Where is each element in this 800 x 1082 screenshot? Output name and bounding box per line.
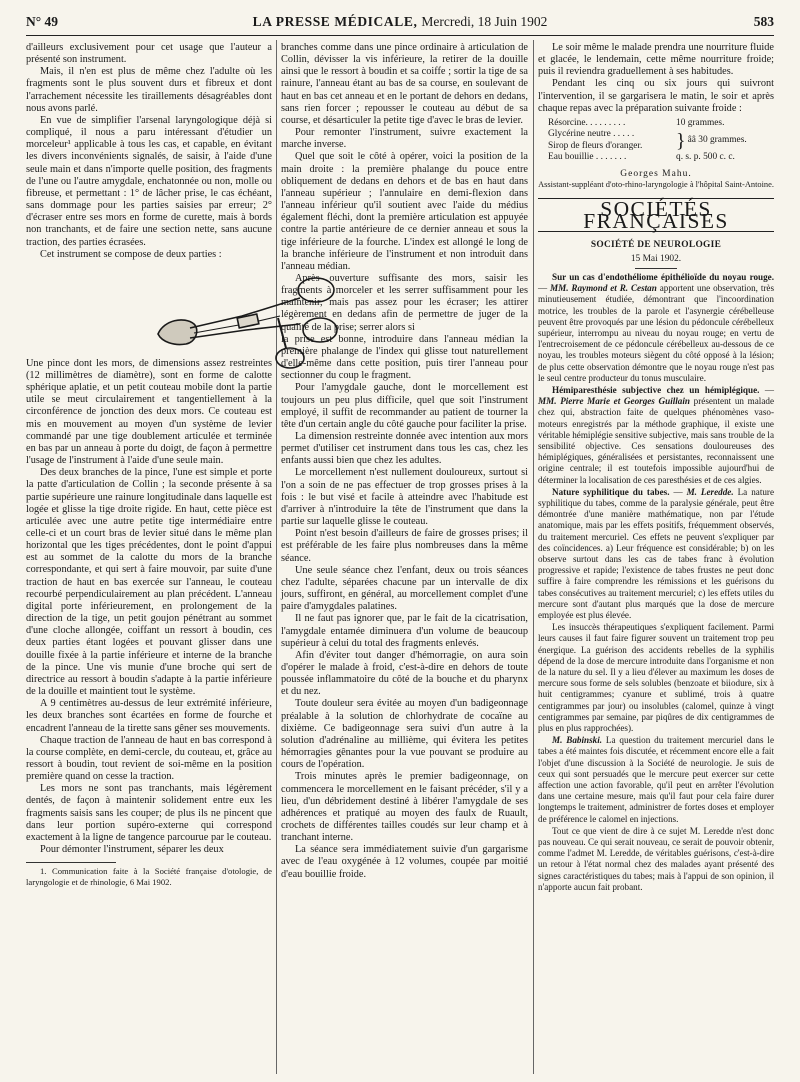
report-title: Nature syphilitique du tabes. [552,486,670,497]
paragraph: Pendant les cinq ou six jours qui suivront l'intervention, il se gargarisera le matin, le soir et après chaque repas avec la préparation suivante froide : [538,78,774,114]
section-rule [635,268,677,269]
report-item: Les insuccès thérapeutiques s'expliquent facilement. Parmi leurs causes il faut faire figurer souvent un traitement trop peu énergique. La guérison des accidents rebelles de la syphilis dépend de la dose de mercure introduite dans l'organisme et non de la nature du sel. Il y a lieu d'élever au maximum les doses de mercure sous forme de sels solubles (benzoate et biiodure, six à huit centigrammes; cyanure et sublimé, trois à quatre centigrammes par jour) ou insolubles (calomel, quinze à vingt centigrammes par semaine, par piqûres de dix centigrammes de plus en plus rapprochées). [538,622,774,734]
column-separator [533,40,534,1074]
report-authors: M. Leredde. [686,486,734,497]
paragraph: Pour l'amygdale gauche, dont le morcellement est toujours un peu plus difficile, quel que soit l'instrument employé, il suffit de recommander au patient de tourner la tête d'un certain angle du côté gauche pour faciliter la prise. [281,382,528,430]
paragraph: branches comme dans une pince ordinaire à articulation de Collin, dévisser la vis inférieure, la retirer de la douille ainsi que le ressort à boudin et sa coiffe ; sortir la tige de sa rainure, l'anneau étant au bas de sa course, en soulevant de haut en bas cet anneau et en le portant de dehors en dedans, sans rien forcer ; repousser le couteau au début de sa course, et désarticuler la petite tige d'avec le bras de levier. [281,42,528,126]
column-2 [281,42,528,881]
prescription-line [548,118,774,129]
paragraph: Pour démonter l'instrument, séparer les deux [40,844,224,856]
issue-date: Mercredi, 18 Juin 1902 [421,14,548,29]
ingredient-group [548,129,676,152]
paragraph: Des deux branches de la pince, l'une est simple et porte la patte d'articulation de Collin ; la seconde présente à sa partie supérieure une rainure longitudinale dans laquelle est logée et glisse la tige droite rigide. En haut, cette pièce est articulée avec une autre petite tige intermédiaire entre celle-ci et un court bras de levier situé dans le même plan horizontal que les tiges précédentes, dont le point d'appui est au sommet de la calotte du mors de la branche correspondante, et qui sert à faire mouvoir, par suite d'une traction de haut en bas exercée sur l'anneau, le couteau recourbé perpendiculairement au plan précédent. L'anneau digital porte inférieurement, en prolongement de la direction de la tige, un petit goujon pénétrant au sommet d'une cloche allongée, coiffant un ressort à boudin, ces deux parties étant logées et pouvant glisser dans une douille fixée à la partie inférieure et interne de la branche de la pince. Une vis munie d'une broche qui sert de directrice au ressort à boudin s'adapte à la partie inférieure de la douille et maintient tout le système. [26,467,272,698]
column-1 [26,42,272,887]
paragraph: Mais, il n'en est plus de même chez l'adulte où les fragments sont le plus souvent durs et fibreux et dont l'arrachement nécessite les tiraillements désagréables dont nous avons parlé. [26,66,272,114]
prescription [548,118,774,163]
page-number: 583 [753,14,774,29]
paragraph: En vue de simplifier l'arsenal laryngologique déjà si compliqué, il nous a paru intéressant d'étudier un morceleur¹ applicable à tous les cas, et capable, en évitant les divers inconvénients signalés, de saisir, à l'aide d'une seule main et dans n'importe quelle position, des fragments de l'une ou l'autre amygdale, enchatonnée ou non, molle ou fibreuse, et permettant : 1° de lâcher prise, le cas échéant, sans dommage pour les parties saisies par erreur; 2° d'écraser entre ses mors en forme de curette, mais à bords non tranchants, et de faire une section nette, sans aucune traction, des parties écrasées. [26,114,272,248]
journal-masthead [26,14,774,30]
report-text: La question du traitement mercuriel dans le tabes a été maintes fois discutée, et récemment encore elle a fait l'objet d'une discussion à la Société de neurologie. Je suis de ceux qui sont persuadés que le mercure peut exercer sur cette affection une action favorable, qu'il peut en arrêter l'évolution dans une certaine mesure, mais qu'il faut pour cela faire durer longtemps le traitement, administrer de fortes doses et employer de préférence le calomel en injections. [538,735,775,824]
ingredient: Eau bouillie . . . . . . . [548,151,627,162]
section-title: SOCIÉTÉS FRANÇAISES [538,198,774,231]
report-item: Sur un cas d'endothéliome épithélioïde du noyau rouge. — MM. Raymond et R. Cestan apportent une observation, très minutieusement étudiée, démontrant que l'incoordination motrice, les troubles de la parole et l'asynergie cérébelleuse peuvent être provoqués par une lésion du pédoncule cérébelleux supérieur, interrompu au niveau du noyau rouge; en vertu de l'entrecroisement de ce pédoncule cérébelleux au-dessous de ce noyau, les troubles moteurs siègent du côté opposé à la lésion; de plus cette observation démontre que le noyau rouge n'est pas le seul centre producteur du tonus musculaire. [538,271,774,383]
report-text: présentent un malade chez qui, abstraction faite de quelques phénomènes vaso-moteurs enregistrés par la méthode graphique, il existe une véritable hémiplégie sensitive subjective, mais sans trouble de la sensibilité objective. Ces sensations douloureuses des hémiplégiques, généralisées et persistantes, reconnaissent une origine centrale; il est toutefois impossible aujourd'hui de déterminer la localisation de ces paresthésies et de ces algies. [538,396,775,485]
footnote: 1. Communication faite à la Société française d'otologie, de laryngologie et de rhinologie, 6 Mai 1902. [26,866,272,887]
paragraph: Une seule séance chez l'enfant, deux ou trois séances chez l'adulte, séparées chacune par un intervalle de dix jours, suffiront, en général, au morcellement complet d'une paire d'amygdales palatines. [281,564,528,613]
paragraph: Il ne faut pas ignorer que, par le fait de la cicatrisation, l'amygdale entamée diminuera d'un volume de beaucoup supérieur à celui du total des fragments enlevés. [281,613,528,649]
paragraph: la prise est bonne, introduire dans l'anneau médian la première phalange de l'index qui glisse tout naturellement d'elle-même dans cette position, puis tirer l'anneau pour sectionner du coup le fragment. [281,333,528,382]
prescription-line [548,152,774,163]
journal-title: LA PRESSE MÉDICALE, [252,14,418,29]
quantity: ââ 30 grammes. [687,134,747,145]
report-authors: MM. Pierre Marie et Georges Guillain [538,396,690,407]
ingredient: Glycérine neutre . . . . . [548,129,635,140]
society-heading: SOCIÉTÉ DE NEUROLOGIE [590,239,722,250]
society-report [538,272,774,893]
paragraph: Chaque traction de l'anneau de haut en bas correspond à la course complète, en demi-cercle, du couteau, et, grâce au ressort à boudin, tout revient de soi-même en la position première quand on cesse la traction. [26,734,272,783]
paragraph: d'ailleurs exclusivement pour cet usage que l'auteur a présenté son instrument. [26,42,272,66]
header-rule [26,35,774,36]
report-authors: MM. Raymond et R. Cestan [550,283,657,294]
report-item [538,735,774,825]
column-separator [276,40,277,1074]
report-title: Sur un cas d'endothéliome épithélioïde du noyau rouge. [552,271,774,282]
paragraph: Trois minutes après le premier badigeonnage, on commencera le morcellement en le faisant précéder, s'il y a lieu, d'un débridement destiné à libérer l'amygdale de ses adhérences et pratiqué au moyen des faulx de Ruault, crochets de différentes tailles coudés sur leur champ et à tranchant interne. [281,771,528,844]
report-title: Hémiparesthésie subjective chez un hémiplégique. [552,384,760,395]
paragraph: La dimension restreinte donnée avec intention aux mors permet d'utiliser cet instrument dans tous les cas, chez les enfants aussi bien que chez les adultes. [281,431,528,467]
instrument-jaw [158,320,197,345]
paragraph: Point n'est besoin d'ailleurs de faire de grosses prises; il est préférable de les faire plus nombreuses dans la même séance. [281,528,528,564]
page-header [26,10,774,32]
quantity: q. s. p. 500 c. c. [676,151,735,162]
report-text: apportent une observation, très minutieusement étudiée, démontrant que l'incoordination motrice, les troubles de la parole et l'asynergie cérébelleuse peuvent être provoqués par une lésion du pédoncule cérébelleux supérieur, interrompu au niveau du noyau rouge; en vertu de l'entrecroisement de ce pédoncule cérébelleux au-dessous de ce noyau, les troubles moteurs siègent du côté opposé à la lésion; de plus cette observation démontre que le noyau rouge n'est pas le seul centre producteur du tonus musculaire. [538,283,774,383]
ingredient: Résorcine. . . . . . . . . [548,117,626,128]
paragraph: Après ouverture suffisante des mors, saisir les fragments à morceler et les serrer suffisamment pour les maintenir, mais pas assez pour les écraser; les attirer légèrement en dedans afin de permettre de juger de la qualité de la prise; serrer alors si [281,272,528,333]
paragraph: A 9 centimètres au-dessus de leur extrémité inférieure, les deux branches sont écartées en forme de fourche et encadrent l'anneau de la tirette sans gêner ses mouvements. [26,698,272,734]
paragraph: Pour remonter l'instrument, suivre exactement la marche inverse. [281,127,528,151]
author-title: Assistant-suppléant d'oto-rhino-laryngologie à l'hôpital Saint-Antoine. [538,180,774,190]
column-3 [538,42,774,894]
author-signature: Georges Mahu. [620,169,692,180]
report-item: Tout ce que vient de dire à ce sujet M. Leredde n'est donc pas nouveau. Ce qui serait nouveau, ce serait de pouvoir obtenir, comme l'admet M. Leredde, de véritables guérisons, c'est-à-dire un retour à l'état normal chez des malades ayant présenté des signes caractéristiques du tabes; mais à l'appui de son opinion, il n'apporte aucun fait probant. [538,825,774,892]
issue-number: N° 49 [26,14,59,29]
paragraph: Une pince dont les mors, de dimensions assez restreintes (12 millimètres de diamètre), sont en forme de calotte sphérique aplatie, et un petit couteau mobile dont la partie utile se meut circulairement et tangentiellement à la circonférence de jonction des deux mors. Ce couteau est mis en mouvement au moyen d'un système de levier commandé par une tige doublement articulée et terminée en bas par un anneau à porte du doigt, de façon à permettre l'usage de l'instrument à l'aide d'une seule main. [26,357,272,467]
quantity: 10 grammes. [676,117,725,128]
ingredient: Sirop de fleurs d'oranger. [548,140,643,151]
report-item: Hémiparesthésie subjective chez un hémiplégique. — MM. Pierre Marie et Georges Guillain présentent un malade chez qui, abstraction faite de quelques phénomènes vaso-moteurs enregistrés par la méthode graphique, il existe une véritable hémiplégie sensitive subjective, mais sans trouble de la sensibilité objective. Ces sensations douloureuses des hémiplégiques, généralisées et persistantes, reconnaissent une origine centrale; il est toutefois impossible aujourd'hui de déterminer la localisation de ces paresthésies et de ces algies. [538,384,775,485]
footnote-rule [26,862,116,863]
society-date: 15 Mai 1902. [630,253,682,264]
report-item: Nature syphilitique du tabes. — M. Leredde. La nature syphilitique du tabes, comme de la paralysie générale, peut être démontrée d'une manière mathématique, non par l'étude anatomique, mais par les effets positifs, fréquemment observés, du traitement mercuriel. Ces effets ne peuvent s'expliquer par des coïncidences. a) Leur fréquence est considérable; b) on les observe surtout dans les cas de tabes franc à évolution progressive et rapide; l'existence de tabes frustes ne peut donc suffire à faire comprendre les rémissions et les guérisons du tabes consécutives au traitement mercuriel; c) les effets utiles du mercure sont d'autant plus marqués que la dose de mercure employée est plus élevée. [538,486,775,620]
paragraph: Afin d'éviter tout danger d'hémorragie, on aura soin d'opérer le malade à froid, c'est-à-dire en dehors de toute poussée inflammatoire du côté de la bouche et du pharynx et du nez. [281,649,528,698]
paragraph: Le morcellement n'est nullement douloureux, surtout si l'on a soin de ne pas effectuer de trop grosses prises à la fois : le but visé et facile à atteindre avec l'habitude est d'arriver à n'introduire la tête de l'instrument que dans la partie sur laquelle glisse le couteau. [281,467,528,528]
paragraph: Toute douleur sera évitée au moyen d'un badigeonnage préalable à la solution de chlorhydrate de cocaïne au dixième. Ce badigeonnage sera suivi d'un autre à la solution d'adrénaline au millième, qui évitera les petites hémorragies gênantes pour la vue pouvant se produire au cours de l'opération. [281,698,528,771]
paragraph: Cet instrument se compose de deux parties : [40,248,222,260]
paragraph: Le soir même le malade prendra une nourriture fluide et glacée, le lendemain, cette même nourriture froide; puis il reviendra graduellement à ses habitudes. [538,42,774,78]
paragraph: La séance sera immédiatement suivie d'un gargarisme avec de l'eau oxygénée à 12 volumes, coupée par moitié d'eau bouillie froide. [281,844,528,880]
report-authors: M. Babinski. [552,735,603,746]
prescription-line [548,129,774,152]
brace-glyph: } [676,129,686,152]
paragraph: Quel que soit le côté à opérer, voici la position de la main droite : la première phalange du pouce entre obliquement de dedans en dehors et de bas en haut dans l'anneau supérieur ; l'annulaire en demi-flexion dans l'anneau inférieur qu'il soutient avec l'aide du médius également fléchi, dont la première articulation est appuyée contre la partie antérieure de ce dernier anneau et sous la tige inférieure de la fourche. L'index est allongé le long de la branche inférieure de l'instrument et non introduit dans l'anneau médian. [281,151,528,272]
report-text: La nature syphilitique du tabes, comme de la paralysie générale, peut être démontrée d'une manière mathématique, non par l'étude anatomique, mais par les effets positifs, fréquemment observés, du traitement mercuriel. Ces effets ne peuvent s'expliquer par des coïncidences. a) Leur fréquence est considérable; b) on les observe surtout dans les cas de tabes franc à évolution progressive et rapide; l'existence de tabes frustes ne peut donc suffire à faire comprendre les rémissions et les guérisons du tabes consécutives au traitement mercuriel; c) les effets utiles du mercure sont d'autant plus marqués que la dose de mercure employée est plus élevée. [538,486,775,620]
paragraph: Les mors ne sont pas tranchants, mais légèrement dentés, de façon à maintenir solidement entre eux les fragments saisis sans les couper; de plus ils ne pincent que dans leur portion supéro-externe qui correspond exactement à la ligne de tangence parcourue par le couteau. [26,783,272,843]
